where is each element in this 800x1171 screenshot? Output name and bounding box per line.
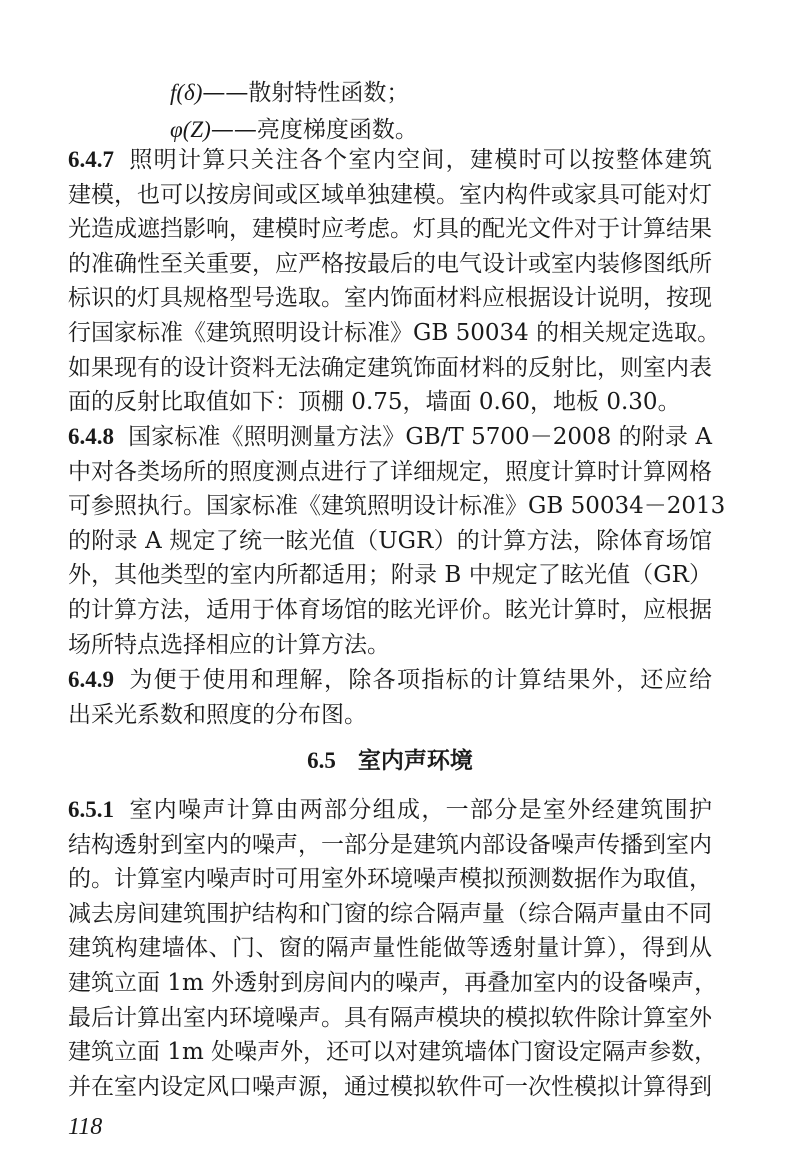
clause-text: 中对各类场所的照度测点进行了详细规定，照度计算时计算网格 [68, 458, 712, 485]
clause-text: 结构透射到室内的噪声，一部分是建筑内部设备噪声传播到室内 [68, 831, 712, 858]
clause-line [68, 1001, 712, 1035]
clause-line [68, 385, 712, 419]
page-number: 118 [68, 1114, 103, 1140]
clause-text: 标识的灯具规格型号选取。室内饰面材料应根据设计说明，按现 [68, 285, 712, 312]
clause-text: 可参照执行。国家标准《建筑照明设计标准》GB 50034－2013 [68, 493, 726, 520]
math-symbol: f(δ) [170, 80, 203, 105]
definition-line [170, 76, 409, 110]
clause-text: 场所特点选择相应的计算方法。 [68, 631, 390, 658]
clause-text: 建筑立面 1m 处噪声外，还可以对建筑墙体门窗设定隔声参数， [68, 1039, 718, 1066]
clause-line [68, 862, 712, 896]
clause-text: 的准确性至关重要，应严格按最后的电气设计或室内装修图纸所 [68, 250, 712, 277]
math-symbol: φ(Z) [170, 117, 211, 142]
clause-line [68, 351, 712, 385]
section-heading [68, 744, 712, 778]
clause-text: 的计算方法，适用于体育场馆的眩光评价。眩光计算时，应根据 [68, 597, 712, 623]
clause-text: 为便于使用和理解，除各项指标的计算结果外，还应给 [128, 667, 712, 693]
clause-line [68, 524, 712, 558]
clause-line [68, 316, 721, 350]
clause-first-line [68, 793, 712, 827]
section-title: 室内声环境 [357, 747, 473, 774]
definition-text: ——散射特性函数； [202, 80, 410, 106]
clause-text: 出采光系数和照度的分布图。 [68, 701, 367, 728]
clause-line [68, 455, 712, 489]
clause-line [68, 558, 712, 592]
clause-number: 6.5.1 [68, 797, 114, 822]
clause-first-line [68, 143, 712, 177]
clause-first-line [68, 420, 712, 454]
clause-text: 最后计算出室内环境噪声。具有隔声模块的模拟软件除计算室外 [68, 1004, 712, 1031]
section-number: 6.5 [307, 748, 336, 773]
clause-number: 6.4.9 [68, 667, 114, 692]
clause-line [68, 628, 712, 662]
clause-text: 光造成遮挡影响，建模时应考虑。灯具的配光文件对于计算结果 [68, 216, 712, 243]
clause-text: 的附录 A 规定了统一眩光值（UGR）的计算方法，除体育场馆 [68, 527, 712, 554]
clause-line [68, 897, 712, 931]
clause-line [68, 247, 712, 281]
clause-number: 6.4.8 [68, 424, 114, 449]
clause-text: 面的反射比取值如下：顶棚 0.75，墙面 0.60，地板 0.30。 [68, 389, 681, 416]
clause-line [68, 966, 718, 1000]
clause-text: 建筑立面 1m 外透射到房间内的噪声，再叠加室内的设备噪声， [68, 970, 718, 996]
clause-text: 外，其他类型的室内所都适用；附录 B 中规定了眩光值（GR） [68, 562, 712, 589]
clause-text: 国家标准《照明测量方法》GB/T 5700－2008 的附录 A [128, 424, 712, 450]
clause-first-line [68, 663, 712, 697]
clause-line [68, 489, 726, 523]
clause-line [68, 1070, 712, 1104]
clause-line [68, 828, 712, 862]
clause-line [68, 698, 712, 732]
clause-number: 6.4.7 [68, 147, 114, 172]
clause-line [68, 178, 712, 212]
clause-text: 行国家标准《建筑照明设计标准》GB 50034 的相关规定选取。 [68, 320, 721, 346]
clause-line [68, 1035, 718, 1069]
clause-text: 照明计算只关注各个室内空间，建模时可以按整体建筑 [128, 147, 712, 173]
definition-line [170, 113, 418, 147]
clause-line [68, 931, 712, 965]
clause-text: 的。计算室内噪声时可用室外环境噪声模拟预测数据作为取值， [68, 866, 712, 893]
clause-text: 如果现有的设计资料无法确定建筑饰面材料的反射比，则室内表 [68, 354, 712, 381]
definition-text: ——亮度梯度函数。 [210, 117, 418, 143]
clause-text: 建筑构建墙体、门、窗的隔声量性能做等透射量计算），得到从 [68, 935, 712, 962]
clause-text: 室内噪声计算由两部分组成，一部分是室外经建筑围护 [128, 797, 712, 823]
clause-line [68, 281, 712, 315]
clause-line [68, 593, 712, 627]
clause-text: 减去房间建筑围护结构和门窗的综合隔声量（综合隔声量由不同 [68, 900, 712, 927]
clause-line [68, 212, 712, 246]
clause-text: 并在室内设定风口噪声源，通过模拟软件可一次性模拟计算得到 [68, 1073, 712, 1100]
clause-text: 建模，也可以按房间或区域单独建模。室内构件或家具可能对灯 [68, 181, 712, 208]
